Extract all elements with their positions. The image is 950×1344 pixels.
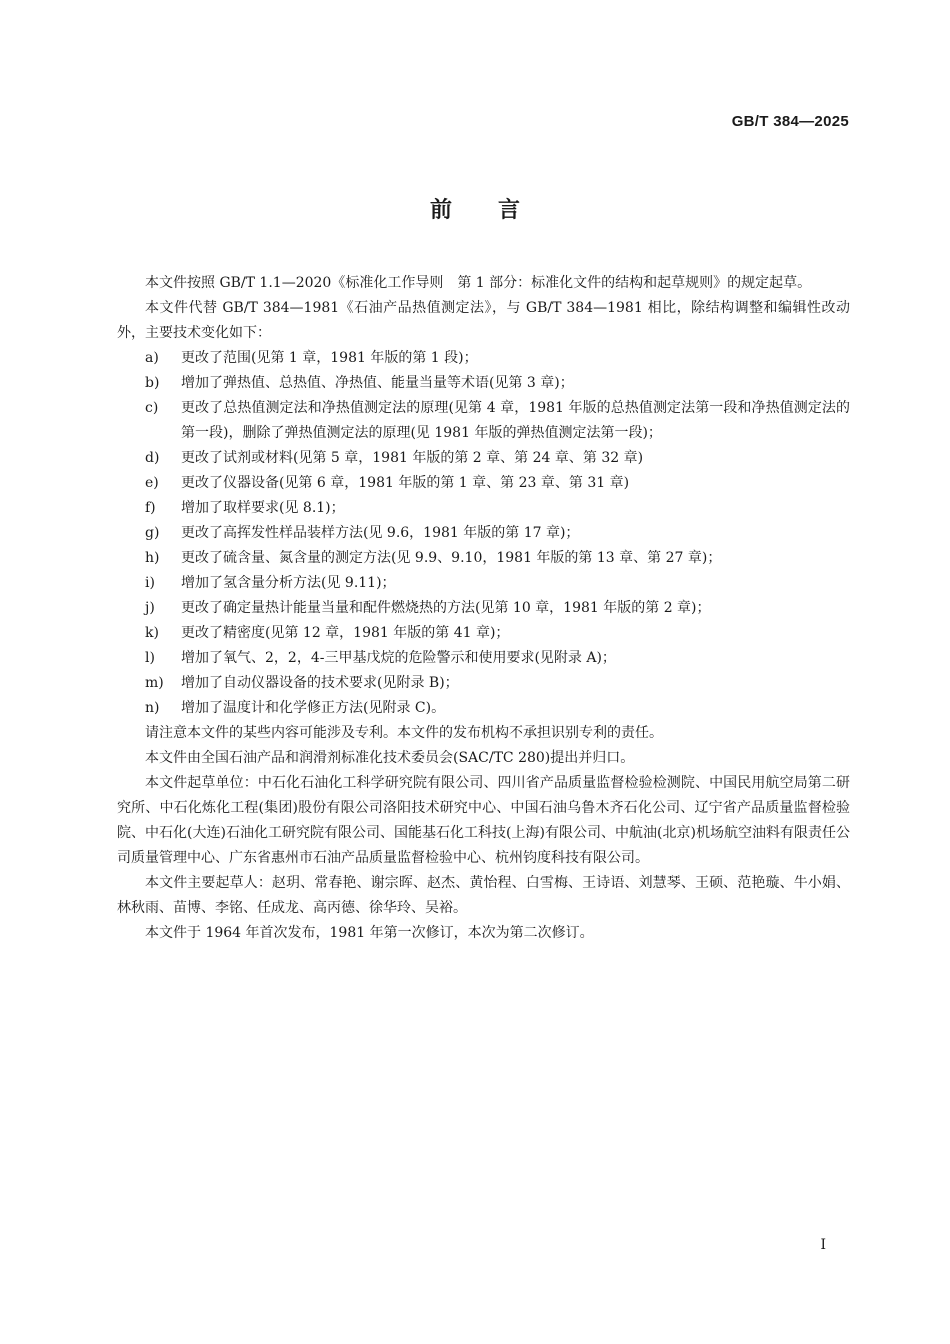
list-item — [117, 371, 850, 396]
list-item-marker: e) — [145, 475, 159, 491]
list-item-marker: k) — [145, 625, 159, 641]
paragraph-drafters: 本文件主要起草人：赵玥、常春艳、谢宗晖、赵杰、黄怡程、白雪梅、王诗语、刘慧琴、王硕、范艳璇、牛小娟、林秋雨、苗博、李铭、任成龙、高丙德、徐华玲、吴裕。 — [117, 875, 850, 916]
list-item — [117, 496, 850, 521]
page-number: I — [820, 1237, 826, 1253]
list-item-text: 增加了温度计和化学修正方法(见附录 C)。 — [181, 700, 446, 716]
paragraph-drafting-rules: 本文件按照 GB/T 1.1—2020《标准化工作导则 第 1 部分：标准化文件的结构和起草规则》的规定起草。 — [145, 275, 812, 291]
list-item — [117, 546, 850, 571]
list-item-text: 增加了氧气、2，2，4-三甲基戊烷的危险警示和使用要求(见附录 A)； — [181, 650, 616, 666]
technical-changes-list — [117, 346, 850, 721]
list-item — [117, 646, 850, 671]
page-title: 前言 — [429, 198, 566, 223]
list-item — [117, 596, 850, 621]
list-item — [117, 521, 850, 546]
list-item-marker: m) — [145, 675, 164, 691]
list-item — [117, 621, 850, 646]
list-item — [117, 571, 850, 596]
list-item-text: 更改了硫含量、氮含量的测定方法(见 9.9、9.10，1981 年版的第 13 章、第 27 章)； — [181, 550, 722, 566]
list-item — [117, 346, 850, 371]
list-item-text: 增加了氢含量分析方法(见 9.11)； — [181, 575, 396, 591]
list-item-text: 更改了范围(见第 1 章，1981 年版的第 1 段)； — [181, 350, 478, 366]
list-item — [117, 696, 850, 721]
paragraph-patent-notice: 请注意本文件的某些内容可能涉及专利。本文件的发布机构不承担识别专利的责任。 — [145, 725, 663, 741]
list-item — [117, 396, 850, 446]
list-item-marker: b) — [145, 375, 160, 391]
list-item-text: 更改了试剂或材料(见第 5 章，1981 年版的第 2 章、第 24 章、第 32 章) — [181, 450, 644, 466]
list-item-text: 更改了精密度(见第 12 章，1981 年版的第 41 章)； — [181, 625, 510, 641]
paragraph-drafting-units: 本文件起草单位：中石化石油化工科学研究院有限公司、四川省产品质量监督检验检测院、中国民用航空局第二研究所、中石化炼化工程(集团)股份有限公司洛阳技术研究中心、中国石油乌鲁木齐石化公司、辽宁省产品质量监督检验院、中石化(大连)石油化工研究院有限公司、国能基石化工科技(上海)有限公司、中航油(北京)机场航空油料有限责任公司质量管理中心、广东省惠州市石油产品质量监督检验中心、杭州钧度科技有限公司。 — [117, 775, 850, 866]
paragraph-proposer: 本文件由全国石油产品和润滑剂标准化技术委员会(SAC/TC 280)提出并归口。 — [145, 750, 635, 766]
list-item-text: 更改了高挥发性样品装样方法(见 9.6，1981 年版的第 17 章)； — [181, 525, 580, 541]
list-item-marker: n) — [145, 700, 160, 716]
list-item-marker: l) — [145, 650, 155, 666]
list-item-marker: d) — [145, 450, 160, 466]
list-item — [117, 446, 850, 471]
list-item-marker: f) — [145, 500, 156, 516]
list-item-text: 更改了确定量热计能量当量和配件燃烧热的方法(见第 10 章，1981 年版的第 2 章)； — [181, 600, 711, 616]
list-item — [117, 471, 850, 496]
foreword-body — [117, 271, 850, 946]
list-item — [117, 671, 850, 696]
list-item-text: 增加了弹热值、总热值、净热值、能量当量等术语(见第 3 章)； — [181, 375, 574, 391]
list-item-marker: i) — [145, 575, 155, 591]
list-item-text: 增加了自动仪器设备的技术要求(见附录 B)； — [181, 675, 459, 691]
list-item-text: 增加了取样要求(见 8.1)； — [181, 500, 345, 516]
list-item-marker: a) — [145, 350, 159, 366]
list-item-marker: j) — [145, 600, 155, 616]
list-item-text: 更改了仪器设备(见第 6 章，1981 年版的第 1 章、第 23 章、第 31 章) — [181, 475, 630, 491]
paragraph-replaces: 本文件代替 GB/T 384—1981《石油产品热值测定法》，与 GB/T 384—1981 相比，除结构调整和编辑性改动外，主要技术变化如下： — [117, 300, 850, 341]
list-item-marker: c) — [145, 400, 159, 416]
list-item-marker: g) — [145, 525, 160, 541]
document-code: GB/T 384—2025 — [731, 113, 849, 130]
list-item-marker: h) — [145, 550, 160, 566]
list-item-text: 更改了总热值测定法和净热值测定法的原理(见第 4 章，1981 年版的总热值测定法第一段和净热值测定法的第一段)，删除了弹热值测定法的原理(见 1981 年版的弹热值测定法第一段)； — [181, 400, 850, 441]
paragraph-history: 本文件于 1964 年首次发布，1981 年第一次修订，本次为第二次修订。 — [145, 925, 594, 941]
